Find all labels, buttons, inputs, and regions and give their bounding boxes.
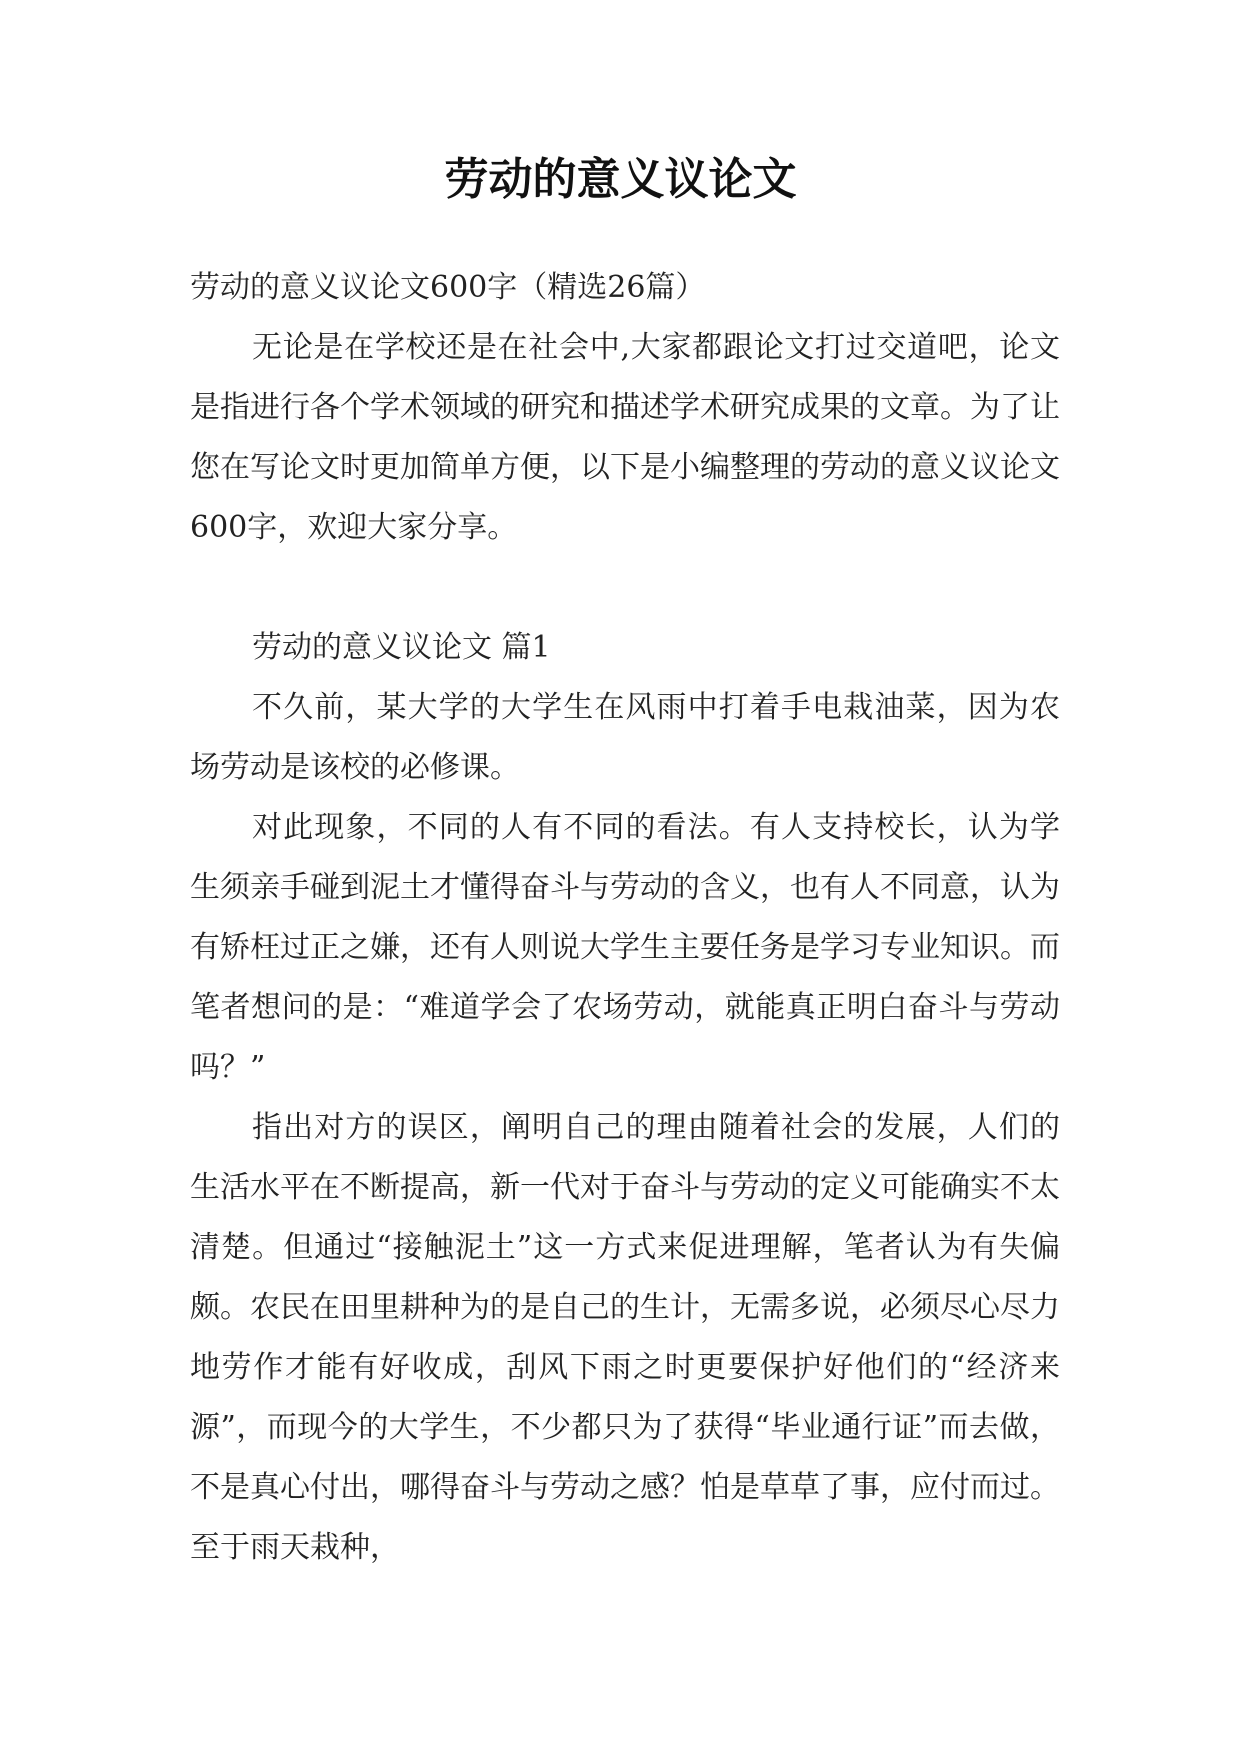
body-paragraph: 不久前，某大学的大学生在风雨中打着手电栽油菜，因为农场劳动是该校的必修课。 [190,690,1060,785]
document-body [190,258,1060,1578]
intro-paragraph: 无论是在学校还是在社会中,大家都跟论文打过交道吧，论文是指进行各个学术领域的研究和描述学术研究成果的文章。为了让您在写论文时更加简单方便，以下是小编整理的劳动的意义议论文600字，欢迎大家分享。 [190,330,1060,545]
body-paragraph: 对此现象，不同的人有不同的看法。有人支持校长，认为学生须亲手碰到泥土才懂得奋斗与劳动的含义，也有人不同意，认为有矫枉过正之嫌，还有人则说大学生主要任务是学习专业知识。而笔者想问的是：“难道学会了农场劳动，就能真正明白奋斗与劳动吗？” [190,810,1060,1085]
document-subtitle: 劳动的意义议论文600字（精选26篇） [190,270,706,305]
spacer [190,558,1060,618]
body-paragraph: 指出对方的误区，阐明自己的理由随着社会的发展，人们的生活水平在不断提高，新一代对于奋斗与劳动的定义可能确实不太清楚。但通过“接触泥土”这一方式来促进理解，笔者认为有失偏颇。农民在田里耕种为的是自己的生计，无需多说，必须尽心尽力地劳作才能有好收成，刮风下雨之时更要保护好他们的“经济来源”，而现今的大学生，不少都只为了获得“毕业通行证”而去做，不是真心付出，哪得奋斗与劳动之感？怕是草草了事，应付而过。至于雨天栽种， [190,1110,1060,1565]
document-title: 劳动的意义议论文 [444,154,797,205]
section-heading: 劳动的意义议论文 篇1 [252,630,551,665]
